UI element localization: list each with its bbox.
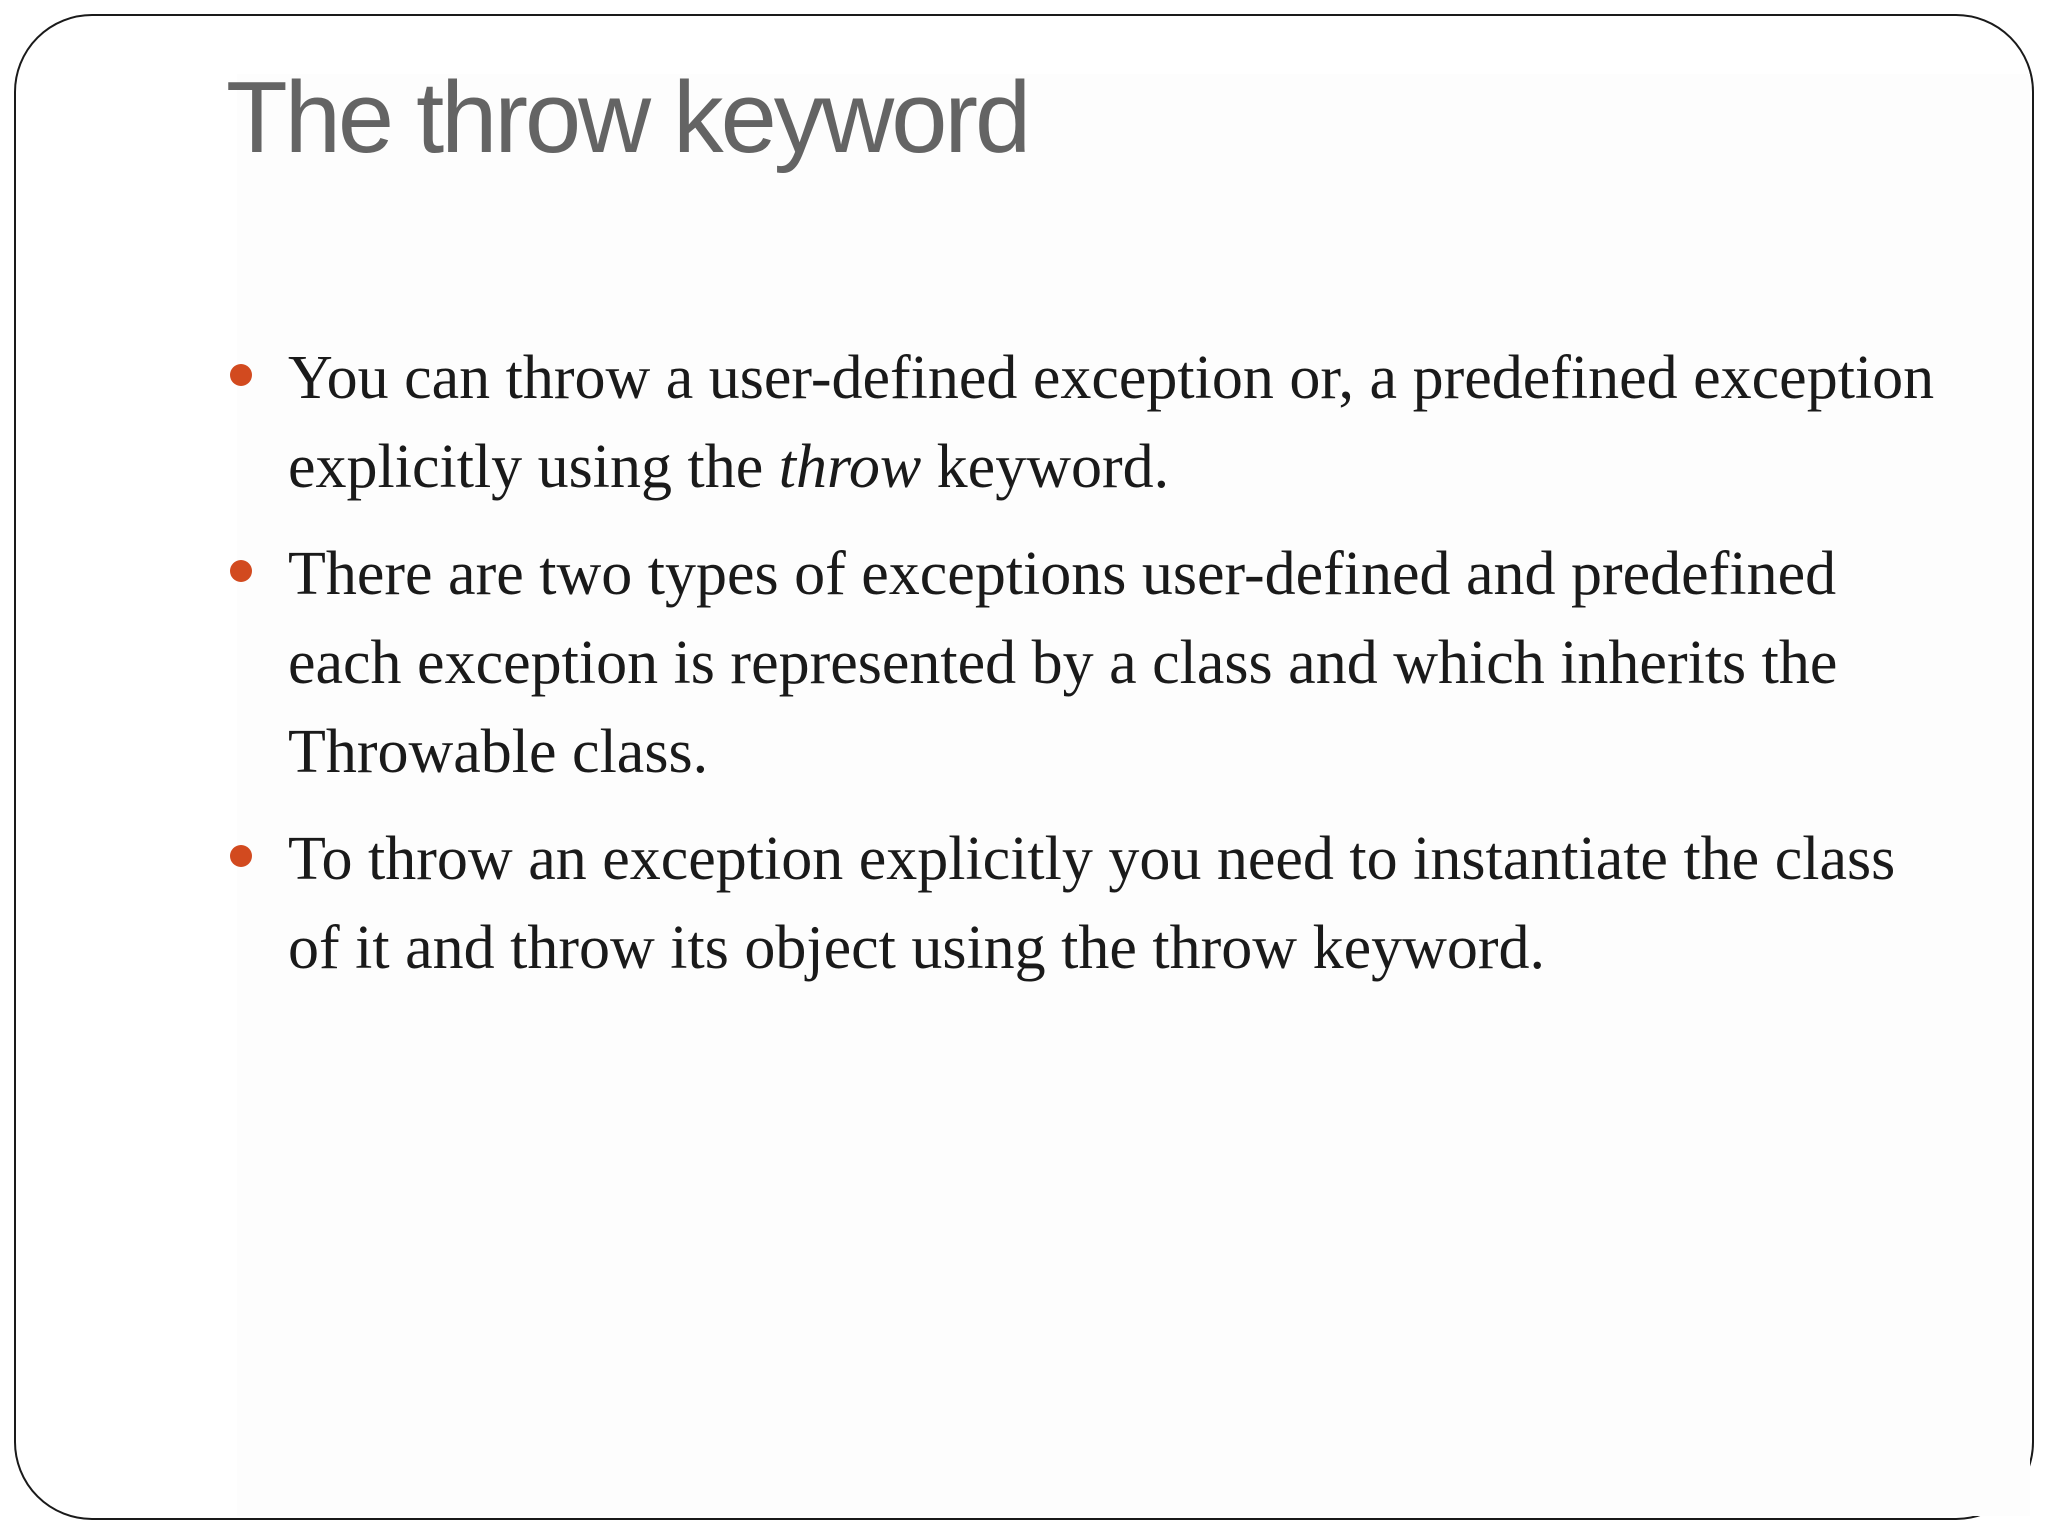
bullet-dot-icon (230, 364, 252, 386)
slide-title: The throw keyword (226, 62, 1029, 174)
bullet-list (226, 334, 1946, 1011)
bullet-text-1-start: You can throw a user-defined exception or, a predefined exception explicitly using the (288, 344, 1935, 501)
bullet-text-3: To throw an exception explicitly you need to instantiate the class of it and throw its object using the throw keyword. (288, 825, 1896, 982)
bullet-item-3 (226, 815, 1946, 993)
bullet-item-1 (226, 334, 1946, 512)
bullet-dot-icon (230, 560, 252, 582)
bullet-text-2: There are two types of exceptions user-defined and predefined each exception is represented by a class and which inherits the Throwable class. (288, 540, 1838, 786)
bullet-dot-icon (230, 845, 252, 867)
bullet-text-1-end: keyword. (921, 433, 1170, 501)
throw-keyword-emphasis: throw (778, 433, 922, 501)
bullet-item-2 (226, 530, 1946, 797)
